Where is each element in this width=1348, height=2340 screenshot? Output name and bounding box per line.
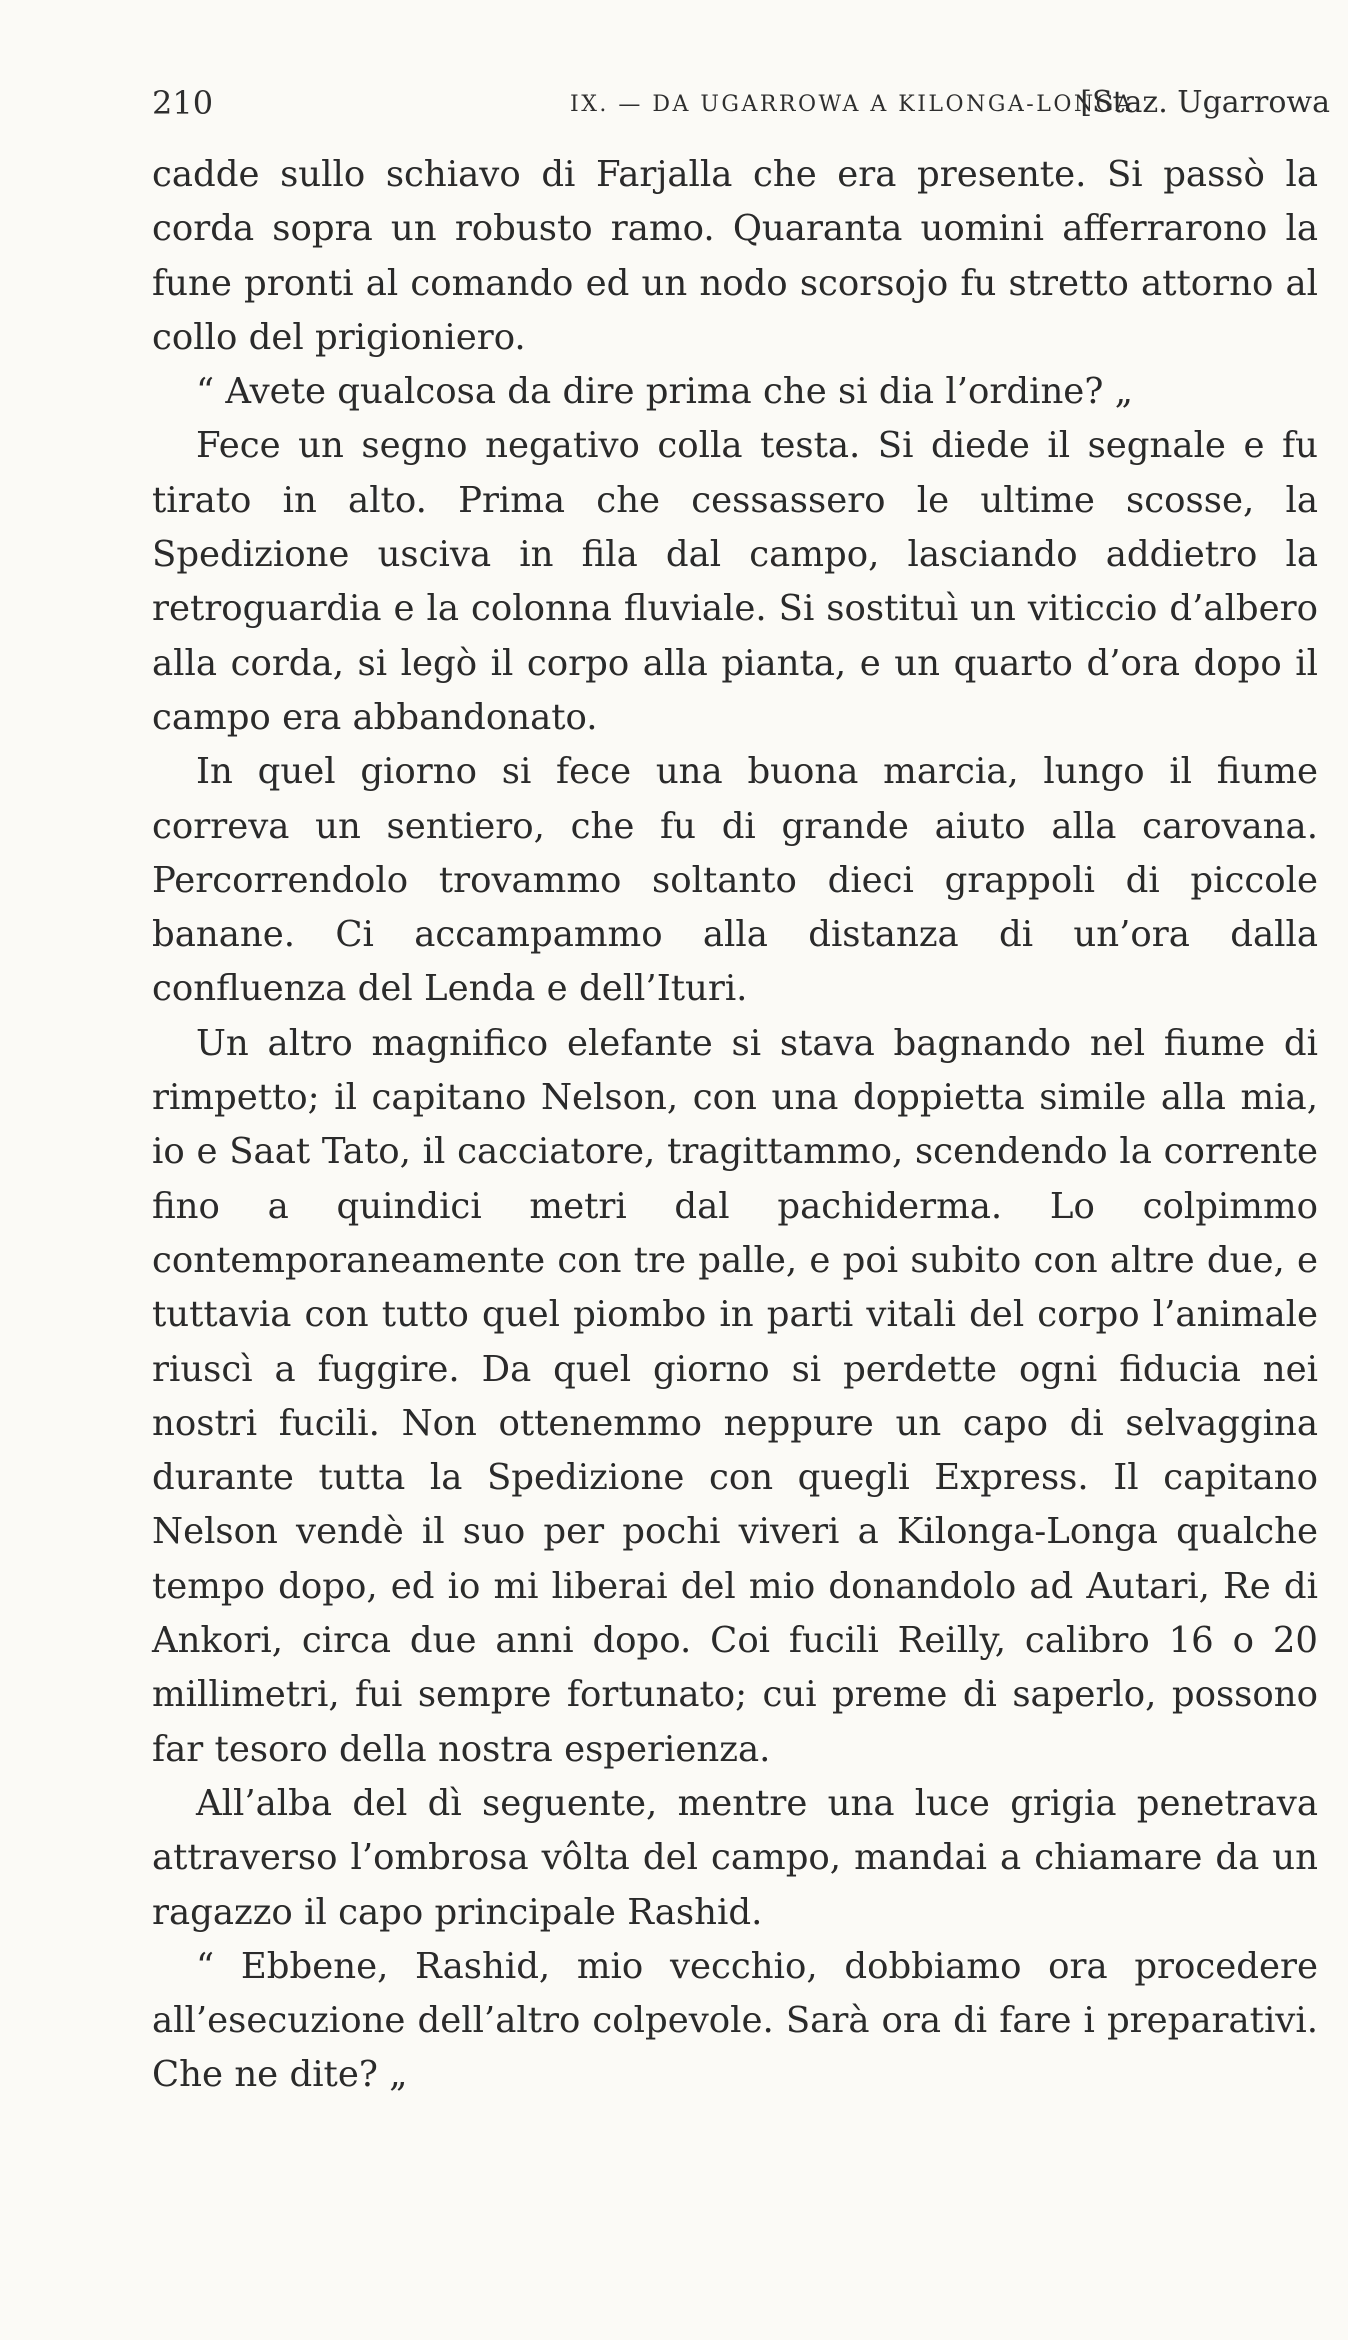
paragraph: In quel giorno si fece una buona marcia, lungo il fiume correva un sentiero, che fu di grande aiuto alla carovana. Percorrendolo trovammo soltanto dieci grappoli di piccole banane. Ci accampammo alla distanza di un’ora dalla confluenza del Lenda e dell’Ituri. xyxy=(152,751,1318,1010)
page-number: 210 xyxy=(152,84,214,122)
paragraph: “ Avete qualcosa da dire prima che si dia l’ordine? „ xyxy=(196,371,1134,413)
paragraph: Un altro magnifico elefante si stava bagnando nel fiume di rimpetto; il capitano Nelson, con una doppietta simile alla mia, io e Saat Tato, il cacciatore, tragittammo, scendendo la corrente fino a quindici metri dal pachiderma. Lo colpimmo contemporaneamente con tre palle, e poi subito con altre due, e tuttavia con tutto quel piombo in parti vitali del corpo l’animale riuscì a fuggire. Da quel giorno si perdette ogni fiducia nei nostri fucili. Non ottenemmo neppure un capo di selvaggina durante tutta la Spedizione con quegli Express. Il capitano Nelson vendè il suo per pochi viveri a Kilonga-Longa qualche tempo dopo, ed io mi liberai del mio donandolo ad Autari, Re di Ankori, circa due anni dopo. Coi fucili Reilly, calibro 16 o 20 millimetri, fui sempre fortunato; cui preme di saperlo, possono far tesoro della nostra esperienza. xyxy=(152,1022,1318,1770)
paragraph: “ Ebbene, Rashid, mio vecchio, dobbiamo ora procedere all’esecuzione dell’altro colpevole. Sarà ora di fare i preparativi. Che ne dite? „ xyxy=(152,1945,1318,2096)
body-text xyxy=(152,148,1318,2103)
running-title: IX. — DA UGARROWA A KILONGA-LONGA. xyxy=(570,92,1144,117)
paragraph: cadde sullo schiavo di Farjalla che era presente. Si passò la corda sopra un robusto ramo. Quaranta uomini afferrarono la fune pronti al comando ed un nodo scorsojo fu stretto attorno al collo del prigioniero. xyxy=(152,154,1318,358)
page-header xyxy=(152,78,1330,128)
section-reference: [Staz. Ugarrowa xyxy=(1080,85,1330,120)
paragraph: Fece un segno negativo colla testa. Si diede il segnale e fu tirato in alto. Prima che cessassero le ultime scosse, la Spedizione usciva in fila dal campo, lasciando addietro la retroguardia e la colonna fluviale. Si sostituì un viticcio d’albero alla corda, si legò il corpo alla pianta, e un quarto d’ora dopo il campo era abbandonato. xyxy=(152,425,1318,738)
paragraph: All’alba del dì seguente, mentre una luce grigia penetrava attraverso l’ombrosa vôlta del campo, mandai a chiamare da un ragazzo il capo principale Rashid. xyxy=(152,1782,1318,1933)
